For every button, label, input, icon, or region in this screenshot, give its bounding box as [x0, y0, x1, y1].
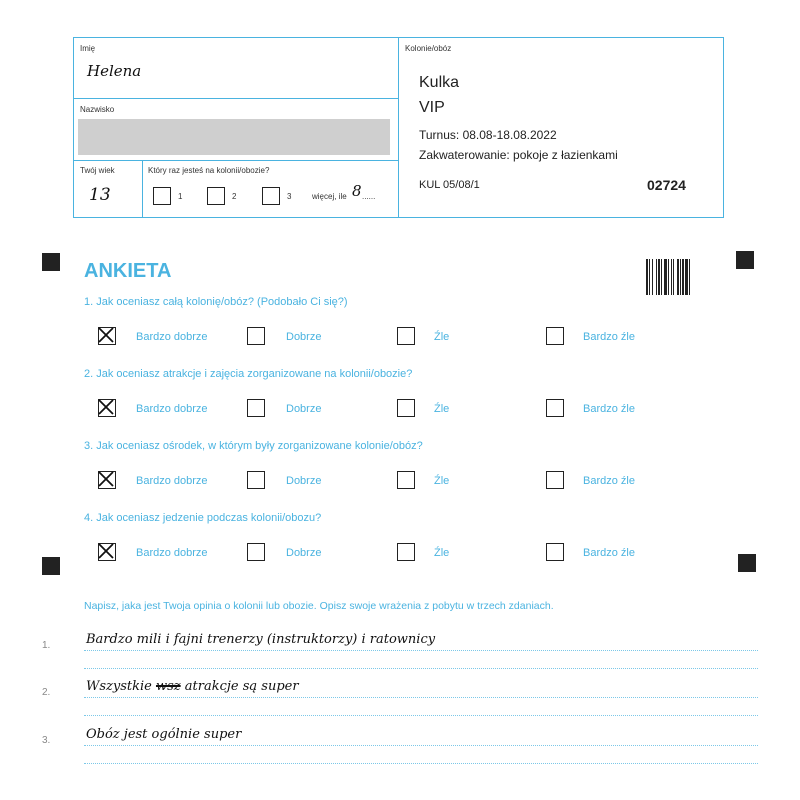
question-1-checkbox-2[interactable] — [247, 327, 265, 345]
question-4-option-2-label: Dobrze — [286, 547, 322, 559]
question-4-option-1-label: Bardzo dobrze — [136, 547, 208, 559]
imie-value[interactable]: Helena — [87, 62, 142, 80]
wiecej-value[interactable]: 8 — [352, 182, 362, 200]
row-divider-2 — [73, 160, 399, 161]
kolonia-code: KUL 05/08/1 — [419, 179, 480, 191]
ktory-raz-option-1: 1 — [178, 192, 183, 201]
question-1-option-3-label: Źle — [434, 331, 450, 343]
question-2-option-2-label: Dobrze — [286, 403, 322, 415]
question-3-option-2-label: Dobrze — [286, 475, 322, 487]
ktory-raz-checkbox-3[interactable] — [262, 187, 280, 205]
barcode-bar — [680, 259, 681, 295]
question-1-text: 1. Jak oceniasz całą kolonię/obóz? (Podobało Ci się?) — [84, 296, 348, 308]
question-1-checkbox-1[interactable] — [98, 327, 116, 345]
barcode-bar — [671, 259, 672, 295]
struck-word: wsz — [155, 679, 181, 694]
question-4-checkbox-1[interactable] — [98, 543, 116, 561]
wiek-value[interactable]: 13 — [89, 185, 111, 205]
question-3-option-3-label: Źle — [434, 475, 450, 487]
imie-label: Imię — [80, 44, 96, 53]
opinion-line-1-text[interactable]: Bardzo mili i fajni trenerzy (instruktorzy) i ratownicy — [86, 632, 436, 647]
barcode-bar — [652, 259, 653, 295]
question-3-text: 3. Jak oceniasz ośrodek, w którym były zorganizowane kolonie/obóz? — [84, 440, 423, 452]
question-3-checkbox-3[interactable] — [397, 471, 415, 489]
question-4-option-4-label: Bardzo źle — [583, 547, 635, 559]
opinion-line-3-text[interactable]: Obóz jest ogólnie super — [86, 727, 242, 742]
opinion-prompt: Napisz, jaka jest Twoja opinia o kolonii lub obozie. Opisz swoje wrażenia z pobytu w trzech zdaniach. — [84, 600, 554, 612]
ktory-raz-option-2: 2 — [232, 192, 237, 201]
question-1-option-4-label: Bardzo źle — [583, 331, 635, 343]
question-2-option-3-label: Źle — [434, 403, 450, 415]
opinion-line-1-number: 1. — [42, 640, 51, 651]
question-1-checkbox-3[interactable] — [397, 327, 415, 345]
check-mark-icon — [97, 326, 115, 344]
opinion-line-2-text[interactable]: Wszystkie wsz atrakcje są super — [86, 679, 299, 694]
kolonia-type: VIP — [419, 99, 445, 116]
registration-marker-top-left — [42, 253, 60, 271]
question-2-checkbox-4[interactable] — [546, 399, 564, 417]
wiecej-label: więcej, ile — [312, 192, 347, 201]
question-3-option-1-label: Bardzo dobrze — [136, 475, 208, 487]
barcode-bar — [685, 259, 688, 295]
barcode-bar — [646, 259, 648, 295]
barcode-bar — [673, 259, 674, 295]
question-4-checkbox-2[interactable] — [247, 543, 265, 561]
barcode-bar — [682, 259, 684, 295]
barcode-bar — [661, 259, 662, 295]
age-divider — [142, 160, 143, 218]
form-number: 02724 — [647, 177, 686, 193]
barcode-bar — [649, 259, 650, 295]
barcode-bar — [664, 259, 667, 295]
ktory-raz-checkbox-2[interactable] — [207, 187, 225, 205]
question-4-text: 4. Jak oceniasz jedzenie podczas kolonii/obozu? — [84, 512, 322, 524]
wiek-label: Twój wiek — [80, 166, 115, 175]
barcode-icon — [646, 259, 702, 295]
question-2-text: 2. Jak oceniasz atrakcje i zajęcia zorganizowane na kolonii/obozie? — [84, 368, 413, 380]
barcode-bar — [658, 259, 660, 295]
kolonia-label: Kolonie/obóz — [405, 44, 452, 53]
ktory-raz-label: Który raz jesteś na kolonii/obozie? — [148, 166, 270, 175]
question-2-checkbox-3[interactable] — [397, 399, 415, 417]
registration-marker-mid-right — [738, 554, 756, 572]
ktory-raz-option-3: 3 — [287, 192, 292, 201]
barcode-bar — [677, 259, 679, 295]
opinion-line-2-number: 2. — [42, 687, 51, 698]
registration-marker-mid-left — [42, 557, 60, 575]
question-3-checkbox-2[interactable] — [247, 471, 265, 489]
barcode-bar — [656, 259, 657, 295]
opinion-line-3-rule — [84, 745, 758, 746]
nazwisko-redacted — [78, 119, 390, 155]
opinion-line-1-rule — [84, 650, 758, 651]
question-3-checkbox-4[interactable] — [546, 471, 564, 489]
nazwisko-label: Nazwisko — [80, 105, 115, 114]
opinion-line-1-rule-secondary — [84, 668, 758, 669]
check-mark-icon — [97, 542, 115, 560]
question-2-option-4-label: Bardzo źle — [583, 403, 635, 415]
row-divider-1 — [73, 98, 399, 99]
barcode-bar — [668, 259, 669, 295]
opinion-line-2-rule-secondary — [84, 715, 758, 716]
question-3-option-4-label: Bardzo źle — [583, 475, 635, 487]
opinion-line-3-rule-secondary — [84, 763, 758, 764]
question-1-checkbox-4[interactable] — [546, 327, 564, 345]
question-4-checkbox-4[interactable] — [546, 543, 564, 561]
header-divider — [398, 37, 399, 218]
question-1-option-2-label: Dobrze — [286, 331, 322, 343]
wiecej-dots: ...... — [362, 192, 376, 201]
registration-marker-top-right — [736, 251, 754, 269]
question-3-checkbox-1[interactable] — [98, 471, 116, 489]
question-4-option-3-label: Źle — [434, 547, 450, 559]
question-2-checkbox-2[interactable] — [247, 399, 265, 417]
opinion-line-3-number: 3. — [42, 735, 51, 746]
barcode-bar — [689, 259, 690, 295]
check-mark-icon — [97, 470, 115, 488]
zakwaterowanie: Zakwaterowanie: pokoje z łazienkami — [419, 148, 618, 162]
question-4-checkbox-3[interactable] — [397, 543, 415, 561]
check-mark-icon — [97, 398, 115, 416]
turnus: Turnus: 08.08-18.08.2022 — [419, 128, 557, 142]
ktory-raz-checkbox-1[interactable] — [153, 187, 171, 205]
opinion-line-2-rule — [84, 697, 758, 698]
question-2-option-1-label: Bardzo dobrze — [136, 403, 208, 415]
opinion-line-remaining: atrakcje są super — [180, 679, 299, 694]
survey-title: ANKIETA — [84, 260, 172, 282]
question-2-checkbox-1[interactable] — [98, 399, 116, 417]
kolonia-name: Kulka — [419, 74, 460, 91]
question-1-option-1-label: Bardzo dobrze — [136, 331, 208, 343]
